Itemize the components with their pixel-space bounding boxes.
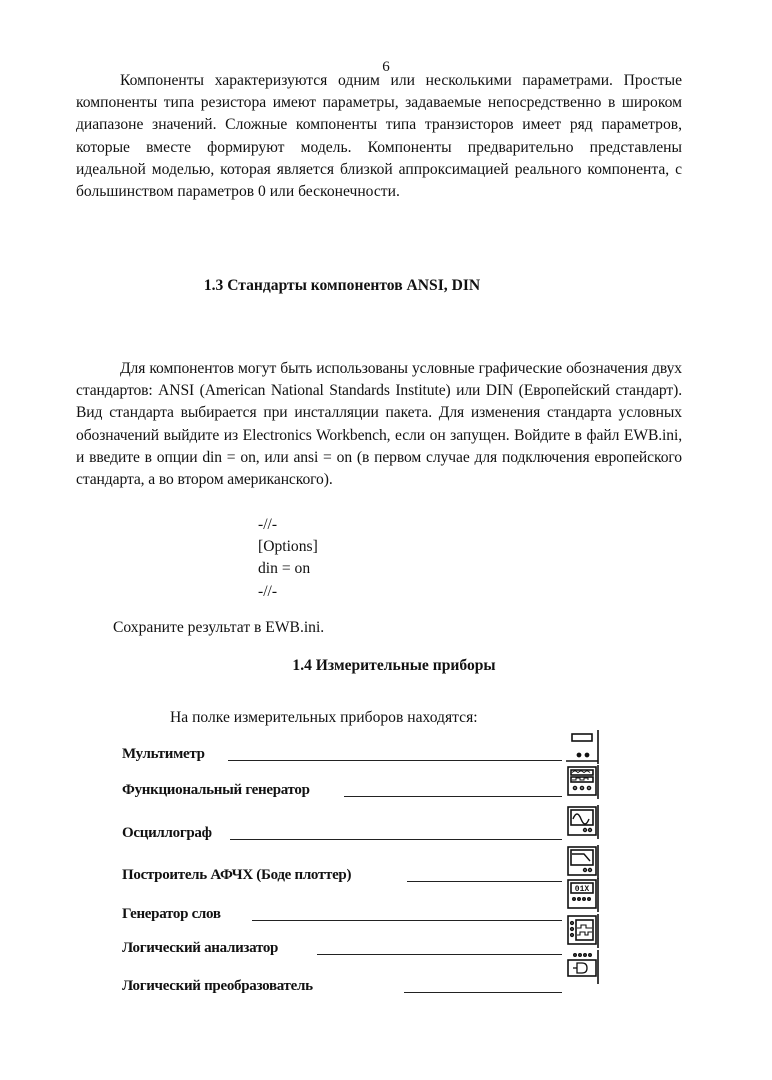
oscilloscope-icon <box>562 803 602 841</box>
instrument-label: Генератор слов <box>122 906 221 922</box>
code-line: -//- <box>258 582 278 600</box>
heading-section-1-3: 1.3 Стандарты компонентов ANSI, DIN <box>203 277 481 294</box>
instrument-row-multimeter <box>122 725 562 765</box>
instrument-label: Осциллограф <box>122 825 212 841</box>
paragraph-standards: Для компонентов могут быть использованы условные графические обозначения двух стандартов: ANSI (American National Standards Institute) или DIN (Европейский стандарт). Вид стандарта выбирается при инсталляции пакета. Для изменения стандарта условных обозначений выйдите из Electronics Workbench, если он запущен. Войдите в файл EWB.ini, и введите в опции din = on, или ansi = on (в первом случае для подключения европейского стандарта, а во втором американского). <box>76 360 682 489</box>
paragraph-components-intro: Компоненты характеризуются одним или несколькими параметрами. Простые компоненты типа резистора имеют параметры, задаваемые непосредственно в широком диапазоне значений. Сложные компоненты типа транзисторов имеет ряд параметров, которые вместе формируют модель. Компоненты предварительно представлены идеальной моделью, которая является близкой аппроксимацией реального компонента, с большинством параметров 0 или бесконечности. <box>76 72 682 201</box>
paragraph-instruments-intro: На полке измерительных приборов находятся: <box>170 709 478 726</box>
code-line: din = on <box>258 560 311 578</box>
instrument-row-oscilloscope <box>122 804 562 844</box>
paragraph-save: Сохраните результат в EWB.ini. <box>113 619 325 636</box>
function-generator-icon <box>562 763 602 801</box>
page-number: 6 <box>382 59 390 75</box>
heading-section-1-4: 1.4 Измерительные приборы <box>292 657 496 674</box>
instrument-label: Мультиметр <box>122 746 205 762</box>
multimeter-icon <box>562 728 602 766</box>
instrument-row-logic-converter <box>122 957 562 997</box>
instrument-label: Логический преобразователь <box>122 978 313 994</box>
fill-line <box>317 954 562 955</box>
instrument-row-bode-plotter <box>122 846 562 886</box>
instrument-row-logic-analyzer <box>122 919 562 959</box>
fill-line <box>407 881 562 882</box>
logic-analyzer-icon <box>562 912 602 950</box>
fill-line <box>404 992 562 993</box>
code-line: -//- <box>258 516 278 533</box>
word-generator-icon <box>562 876 602 914</box>
instrument-label: Логический анализатор <box>122 940 279 956</box>
fill-line <box>230 839 562 840</box>
instrument-label: Функциональный генератор <box>122 782 310 798</box>
svg-text:01X: 01X <box>574 885 590 894</box>
code-line: [Options] <box>258 538 318 556</box>
instrument-label: Построитель АФЧХ (Боде плоттер) <box>122 867 352 883</box>
instrument-row-function-generator <box>122 761 562 801</box>
fill-line <box>344 796 562 797</box>
logic-converter-icon <box>562 948 602 986</box>
